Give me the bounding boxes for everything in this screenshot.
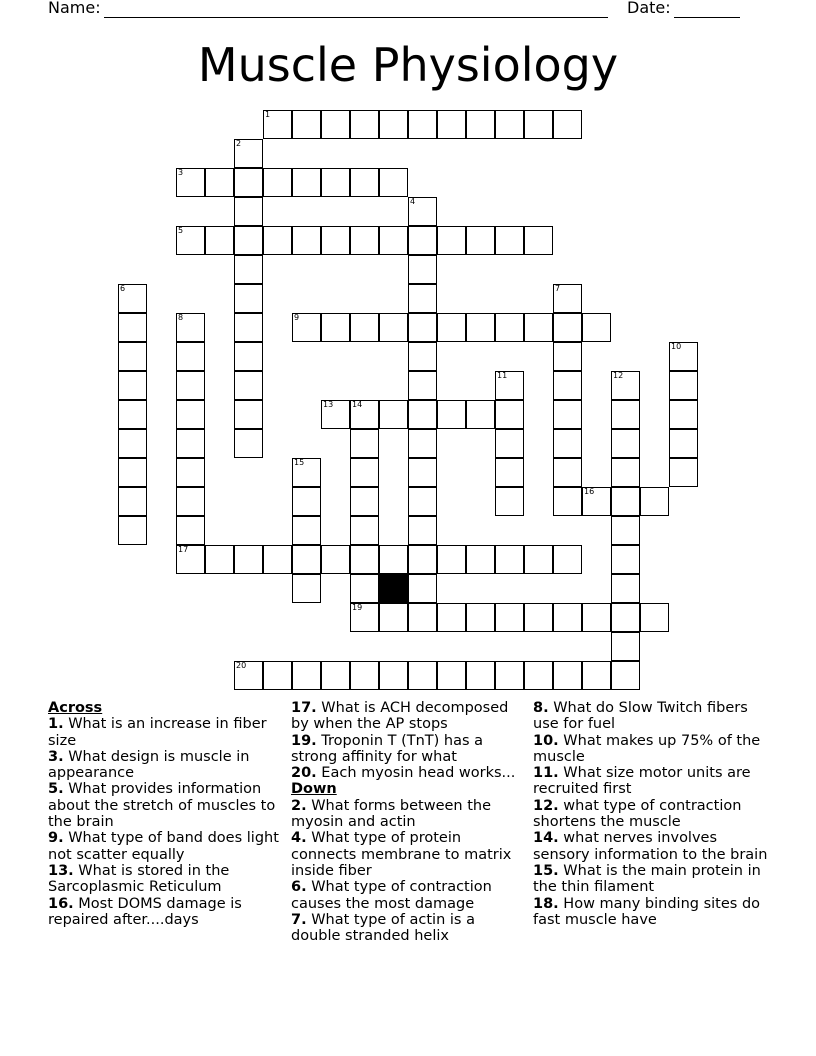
crossword-cell[interactable]: [553, 110, 582, 139]
crossword-cell[interactable]: [350, 110, 379, 139]
crossword-cell[interactable]: [582, 313, 611, 342]
clue-item: [533, 765, 769, 798]
crossword-cell[interactable]: [495, 226, 524, 255]
clues-column-3: [533, 700, 769, 928]
crossword-cell[interactable]: [350, 545, 379, 574]
crossword-cell[interactable]: [611, 632, 640, 661]
crossword-cell[interactable]: [321, 400, 350, 429]
crossword-cell[interactable]: [292, 574, 321, 603]
clue-number: 7.: [291, 911, 307, 928]
crossword-cell[interactable]: [553, 603, 582, 632]
cell-number: 15: [294, 458, 305, 467]
crossword-cell[interactable]: [553, 458, 582, 487]
clue-item: [291, 733, 523, 766]
crossword-cell[interactable]: [118, 342, 147, 371]
clue-text: Each myosin head works...: [321, 765, 516, 782]
clue-number: 2.: [291, 797, 307, 814]
crossword-cell[interactable]: [176, 429, 205, 458]
crossword-cell[interactable]: [321, 226, 350, 255]
crossword-cell[interactable]: [408, 400, 437, 429]
crossword-cell[interactable]: [379, 313, 408, 342]
date-label: Date:: [627, 0, 671, 17]
crossword-cell[interactable]: [379, 661, 408, 690]
crossword-cell[interactable]: [350, 458, 379, 487]
cell-number: 13: [323, 400, 334, 409]
clue-text: what nerves involves sensory information to the brain: [533, 830, 768, 863]
clue-text: How many binding sites do fast muscle have: [533, 895, 761, 928]
crossword-cell[interactable]: [321, 168, 350, 197]
crossword-cell[interactable]: [292, 226, 321, 255]
cell-number: 17: [178, 545, 189, 554]
crossword-cell[interactable]: [176, 516, 205, 545]
crossword-cell[interactable]: [437, 603, 466, 632]
crossword-cell[interactable]: [408, 545, 437, 574]
cell-number: 6: [120, 284, 126, 293]
clue-text: What is the main protein in the thin filament: [533, 862, 761, 896]
clue-item: [291, 912, 523, 945]
clue-text: What is an increase in fiber size: [48, 716, 267, 749]
clue-number: 18.: [533, 895, 559, 912]
crossword-cell[interactable]: [495, 661, 524, 690]
crossword-cell[interactable]: [582, 661, 611, 690]
crossword-cell[interactable]: [176, 545, 205, 574]
clue-number: 11.: [533, 765, 559, 782]
crossword-cell[interactable]: [234, 226, 263, 255]
clue-number: 20.: [291, 765, 317, 782]
crossword-cell[interactable]: [495, 545, 524, 574]
clues-column-2: [291, 700, 523, 944]
clue-item: [291, 700, 523, 733]
clue-text: What provides information about the stretch of muscles to the brain: [48, 781, 276, 831]
crossword-cell[interactable]: [553, 313, 582, 342]
crossword-cell[interactable]: [350, 574, 379, 603]
clue-item: [533, 733, 769, 766]
cell-number: 14: [352, 400, 363, 409]
crossword-cell[interactable]: [263, 226, 292, 255]
clue-item: [533, 863, 769, 896]
crossword-cell[interactable]: [408, 342, 437, 371]
crossword-cell[interactable]: [640, 487, 669, 516]
name-label: Name:: [48, 0, 101, 17]
clue-number: 19.: [291, 732, 317, 749]
crossword-cell[interactable]: [292, 487, 321, 516]
clue-text: What type of actin is a double stranded helix: [291, 911, 475, 945]
crossword-cell[interactable]: [524, 661, 553, 690]
crossword-cell[interactable]: [669, 342, 698, 371]
crossword-cell[interactable]: [292, 168, 321, 197]
cell-number: 16: [584, 487, 595, 496]
crossword-cell[interactable]: [495, 458, 524, 487]
crossword-cell[interactable]: [437, 313, 466, 342]
crossword-cell[interactable]: [176, 487, 205, 516]
crossword-cell[interactable]: [234, 342, 263, 371]
clue-item: [48, 830, 280, 863]
black-cell: [379, 574, 408, 603]
clue-item: [48, 896, 280, 929]
crossword-cell[interactable]: [553, 429, 582, 458]
clue-text: What type of band does light not scatter equally: [48, 830, 279, 863]
clue-number: 3.: [48, 748, 64, 765]
page-title: Muscle Physiology: [197, 38, 619, 92]
crossword-cell[interactable]: [205, 545, 234, 574]
crossword-cell[interactable]: [234, 284, 263, 313]
crossword-cell[interactable]: [611, 429, 640, 458]
crossword-cell[interactable]: [524, 110, 553, 139]
crossword-cell[interactable]: [118, 516, 147, 545]
crossword-cell[interactable]: [437, 110, 466, 139]
crossword-cell[interactable]: [263, 168, 292, 197]
crossword-cell[interactable]: [524, 313, 553, 342]
crossword-cell[interactable]: [379, 168, 408, 197]
clue-item: [48, 716, 280, 749]
crossword-cell[interactable]: [611, 603, 640, 632]
crossword-cell[interactable]: [118, 458, 147, 487]
crossword-cell[interactable]: [669, 458, 698, 487]
crossword-cell[interactable]: [437, 661, 466, 690]
clue-text: Troponin T (TnT) has a strong affinity for what: [291, 732, 484, 765]
across-heading: Across: [48, 700, 103, 716]
crossword-cell[interactable]: [205, 226, 234, 255]
clue-item: [48, 781, 280, 830]
crossword-cell[interactable]: [379, 226, 408, 255]
crossword-cell[interactable]: [495, 487, 524, 516]
crossword-cell[interactable]: [176, 458, 205, 487]
crossword-cell[interactable]: [118, 429, 147, 458]
cell-number: 7: [555, 284, 561, 293]
crossword-cell[interactable]: [350, 429, 379, 458]
crossword-cell[interactable]: [495, 371, 524, 400]
crossword-cell[interactable]: [234, 168, 263, 197]
clue-number: 15.: [533, 862, 559, 879]
crossword-cell[interactable]: [263, 545, 292, 574]
crossword-cell[interactable]: [611, 371, 640, 400]
crossword-cell[interactable]: [292, 110, 321, 139]
clue-text: What design is muscle in appearance: [48, 748, 250, 782]
crossword-cell[interactable]: [611, 400, 640, 429]
crossword-cell[interactable]: [437, 545, 466, 574]
crossword-cell[interactable]: [234, 400, 263, 429]
clue-number: 12.: [533, 797, 559, 814]
crossword-cell[interactable]: [176, 168, 205, 197]
clue-text: What do Slow Twitch fibers use for fuel: [533, 700, 748, 733]
crossword-cell[interactable]: [553, 400, 582, 429]
cell-number: 19: [352, 603, 363, 612]
crossword-cell[interactable]: [350, 168, 379, 197]
clue-number: 8.: [533, 700, 549, 716]
crossword-cell[interactable]: [524, 545, 553, 574]
crossword-cell[interactable]: [611, 516, 640, 545]
crossword-cell[interactable]: [408, 661, 437, 690]
crossword-cell[interactable]: [321, 661, 350, 690]
clue-text: What size motor units are recruited first: [533, 765, 751, 798]
crossword-cell[interactable]: [466, 313, 495, 342]
clue-item: [291, 798, 523, 831]
clue-item: [533, 798, 769, 831]
crossword-cell[interactable]: [611, 661, 640, 690]
crossword-cell[interactable]: [321, 545, 350, 574]
crossword-cell[interactable]: [350, 400, 379, 429]
clue-item: [48, 863, 280, 896]
crossword-cell[interactable]: [611, 487, 640, 516]
crossword-cell[interactable]: [263, 661, 292, 690]
crossword-cell[interactable]: [466, 226, 495, 255]
clue-item: [533, 830, 769, 863]
cell-number: 5: [178, 226, 184, 235]
clue-text: What is stored in the Sarcoplasmic Reticulum: [48, 862, 230, 896]
crossword-cell[interactable]: [408, 255, 437, 284]
clue-number: 14.: [533, 830, 559, 847]
crossword-cell[interactable]: [408, 197, 437, 226]
crossword-cell[interactable]: [495, 400, 524, 429]
crossword-cell[interactable]: [408, 458, 437, 487]
crossword-cell[interactable]: [437, 226, 466, 255]
crossword-cell[interactable]: [292, 458, 321, 487]
cell-number: 9: [294, 313, 300, 322]
clue-number: 17.: [291, 700, 317, 716]
crossword-cell[interactable]: [408, 371, 437, 400]
crossword-cell[interactable]: [408, 487, 437, 516]
crossword-cell[interactable]: [234, 661, 263, 690]
crossword-cell[interactable]: [669, 371, 698, 400]
crossword-cell[interactable]: [176, 313, 205, 342]
crossword-cell[interactable]: [553, 342, 582, 371]
crossword-cell[interactable]: [408, 603, 437, 632]
crossword-cell[interactable]: [495, 110, 524, 139]
crossword-cell[interactable]: [292, 545, 321, 574]
clue-text: what type of contraction shortens the muscle: [533, 797, 742, 831]
crossword-cell[interactable]: [524, 603, 553, 632]
crossword-cell[interactable]: [466, 110, 495, 139]
crossword-cell[interactable]: [176, 226, 205, 255]
clue-number: 5.: [48, 781, 64, 798]
cell-number: 20: [236, 661, 247, 670]
crossword-cell[interactable]: [466, 603, 495, 632]
cell-number: 10: [671, 342, 682, 351]
crossword-cell[interactable]: [234, 139, 263, 168]
crossword-cell[interactable]: [350, 226, 379, 255]
crossword-cell[interactable]: [553, 371, 582, 400]
clue-text: What type of protein connects membrane to matrix inside fiber: [291, 830, 512, 879]
crossword-cell[interactable]: [466, 661, 495, 690]
crossword-cell[interactable]: [611, 574, 640, 603]
crossword-cell[interactable]: [582, 487, 611, 516]
clue-text: What type of contraction causes the most damage: [291, 879, 492, 912]
crossword-cell[interactable]: [118, 487, 147, 516]
crossword-cell[interactable]: [321, 110, 350, 139]
clue-item: [291, 765, 523, 781]
cell-number: 1: [265, 110, 271, 119]
clue-item: [291, 879, 523, 912]
crossword-cell[interactable]: [408, 313, 437, 342]
crossword-cell[interactable]: [553, 545, 582, 574]
crossword-cell[interactable]: [524, 226, 553, 255]
clue-number: 9.: [48, 830, 64, 847]
crossword-cell[interactable]: [408, 110, 437, 139]
cell-number: 2: [236, 139, 242, 148]
crossword-cell[interactable]: [611, 458, 640, 487]
clue-item: [533, 896, 769, 929]
crossword-cell[interactable]: [640, 603, 669, 632]
crossword-cell[interactable]: [118, 284, 147, 313]
crossword-cell[interactable]: [118, 371, 147, 400]
crossword-cell[interactable]: [234, 313, 263, 342]
clue-number: 10.: [533, 732, 559, 749]
crossword-cell[interactable]: [408, 574, 437, 603]
cell-number: 4: [410, 197, 416, 206]
crossword-cell[interactable]: [234, 371, 263, 400]
cell-number: 8: [178, 313, 184, 322]
crossword-cell[interactable]: [553, 284, 582, 313]
crossword-cell[interactable]: [234, 197, 263, 226]
crossword-cell[interactable]: [176, 371, 205, 400]
crossword-cell[interactable]: [408, 516, 437, 545]
crossword-cell[interactable]: [379, 603, 408, 632]
crossword-cell[interactable]: [321, 313, 350, 342]
crossword-cell[interactable]: [408, 226, 437, 255]
cell-number: 11: [497, 371, 508, 380]
crossword-cell[interactable]: [176, 342, 205, 371]
crossword-cell[interactable]: [350, 487, 379, 516]
clue-text: What forms between the myosin and actin: [291, 797, 492, 831]
clues-column-1: [48, 700, 280, 928]
crossword-cell[interactable]: [582, 603, 611, 632]
crossword-cell[interactable]: [118, 400, 147, 429]
crossword-cell[interactable]: [234, 545, 263, 574]
crossword-cell[interactable]: [118, 313, 147, 342]
crossword-cell[interactable]: [553, 487, 582, 516]
crossword-cell[interactable]: [408, 284, 437, 313]
clue-text: What makes up 75% of the muscle: [533, 732, 761, 765]
crossword-cell[interactable]: [437, 400, 466, 429]
crossword-cell[interactable]: [350, 603, 379, 632]
clue-number: 16.: [48, 895, 74, 912]
crossword-cell[interactable]: [495, 429, 524, 458]
crossword-cell[interactable]: [553, 661, 582, 690]
clue-number: 1.: [48, 716, 64, 733]
clue-text: What is ACH decomposed by when the AP stops: [291, 700, 509, 733]
crossword-cell[interactable]: [379, 545, 408, 574]
crossword-cell[interactable]: [611, 545, 640, 574]
crossword-cell[interactable]: [292, 661, 321, 690]
clue-item: [48, 749, 280, 782]
crossword-cell[interactable]: [234, 429, 263, 458]
crossword-cell[interactable]: [408, 429, 437, 458]
crossword-cell[interactable]: [292, 516, 321, 545]
crossword-cell[interactable]: [263, 110, 292, 139]
crossword-cell[interactable]: [495, 313, 524, 342]
clue-item: [533, 700, 769, 733]
clue-number: 4.: [291, 830, 307, 847]
clue-item: [291, 830, 523, 879]
cell-number: 3: [178, 168, 184, 177]
cell-number: 12: [613, 371, 624, 380]
crossword-cell[interactable]: [350, 516, 379, 545]
clue-number: 6.: [291, 879, 307, 896]
clue-text: Most DOMS damage is repaired after....days: [48, 895, 242, 928]
crossword-cell[interactable]: [292, 313, 321, 342]
crossword-cell[interactable]: [234, 255, 263, 284]
crossword-cell[interactable]: [466, 545, 495, 574]
crossword-cell[interactable]: [350, 313, 379, 342]
crossword-cell[interactable]: [350, 661, 379, 690]
down-heading: Down: [291, 781, 337, 798]
crossword-cell[interactable]: [495, 603, 524, 632]
crossword-cell[interactable]: [669, 400, 698, 429]
crossword-cell[interactable]: [379, 110, 408, 139]
crossword-cell[interactable]: [379, 400, 408, 429]
crossword-cell[interactable]: [466, 400, 495, 429]
crossword-cell[interactable]: [176, 400, 205, 429]
crossword-cell[interactable]: [669, 429, 698, 458]
clue-number: 13.: [48, 862, 74, 879]
crossword-cell[interactable]: [205, 168, 234, 197]
